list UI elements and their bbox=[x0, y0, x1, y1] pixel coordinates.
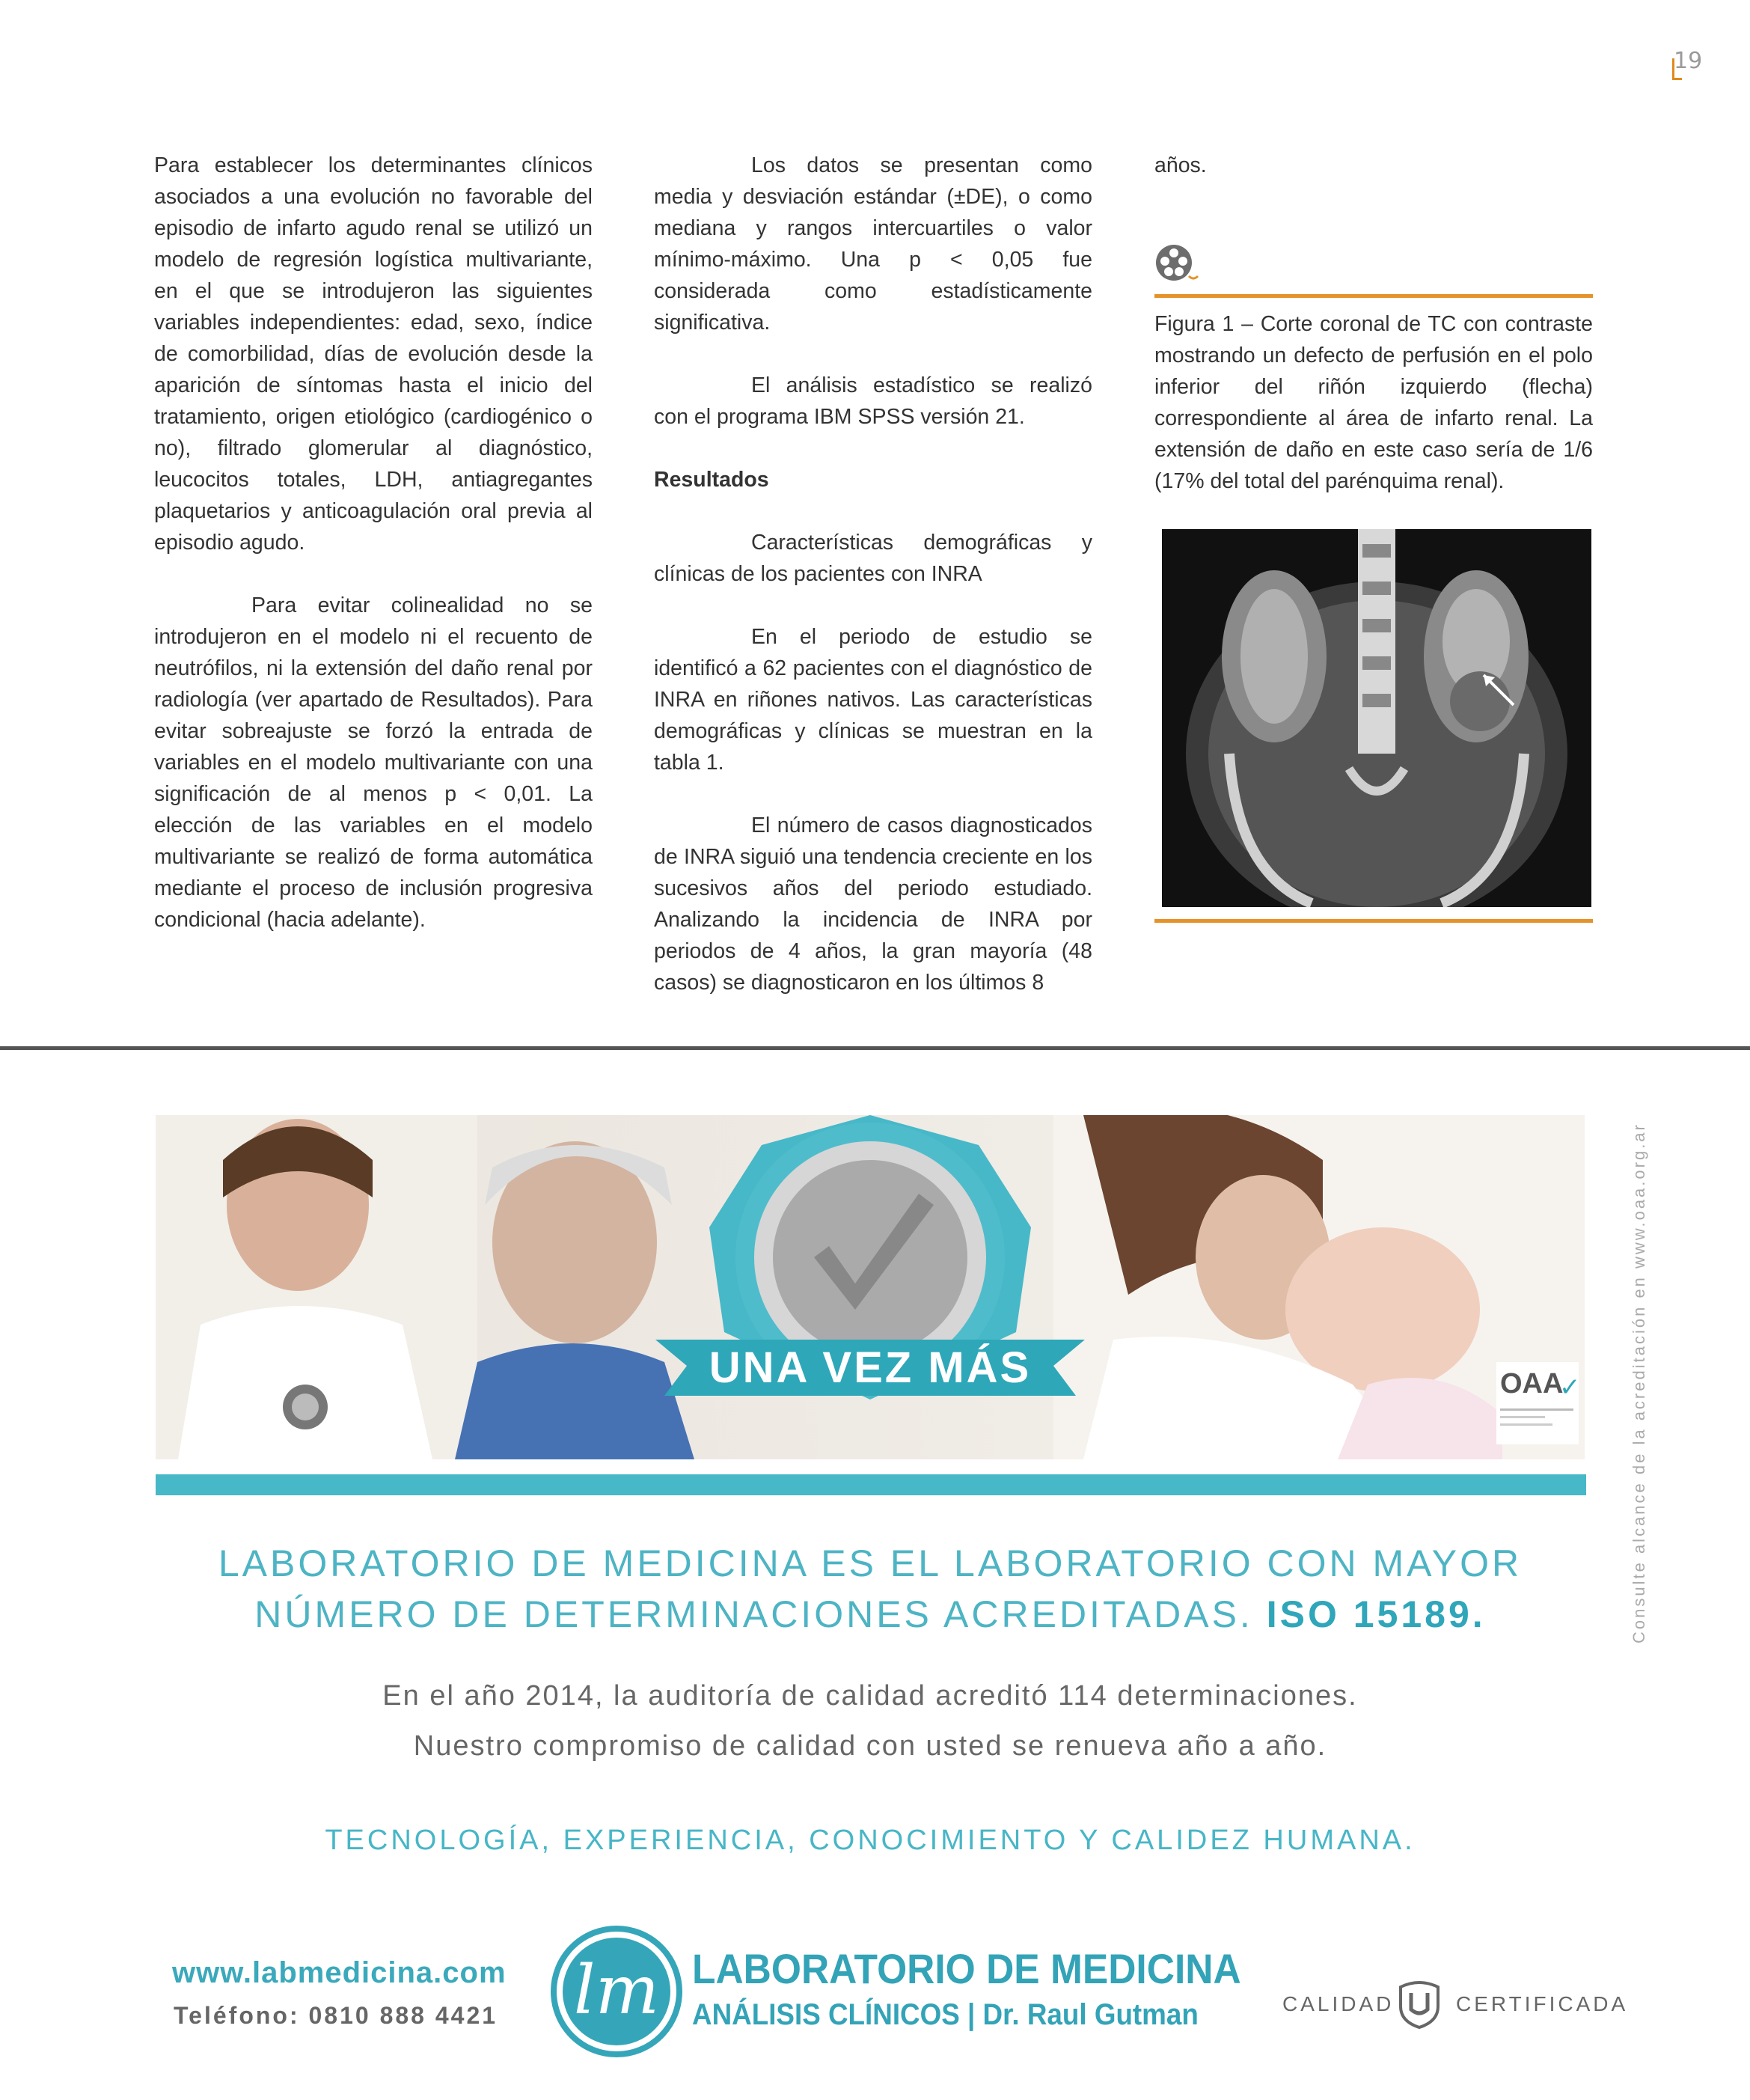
check-icon: ✓ bbox=[1559, 1373, 1581, 1402]
certificada-label: CERTIFICADA bbox=[1456, 1992, 1629, 2015]
lab-subtitle: ANÁLISIS CLÍNICOS | Dr. Raul Gutman bbox=[692, 1998, 1199, 2031]
film-reel-icon bbox=[1154, 243, 1199, 284]
paragraph: años. bbox=[1154, 153, 1207, 177]
text-column-3 bbox=[1154, 150, 1593, 213]
svg-text:lm: lm bbox=[573, 1951, 660, 2030]
ad-tagline: TECNOLOGÍA, EXPERIENCIA, CONOCIMIENTO Y CALIDEZ HUMANA. bbox=[325, 1825, 1416, 1856]
ct-scan-image bbox=[1162, 529, 1591, 907]
paragraph: Los datos se presentan como media y desviación estándar (±DE), o como mediana y rangos intercuartiles o valor mínimo-máximo. Una p < 0,05 fue considerada como estadísticamente significativa. bbox=[654, 153, 1092, 335]
oaa-label: OAA bbox=[1500, 1368, 1564, 1400]
page-number: 19 bbox=[1674, 48, 1703, 74]
accreditation-note: Consulte alcance de la acreditación en www.oaa.org.ar bbox=[1630, 1123, 1648, 1643]
headline-line-2: NÚMERO DE DETERMINACIONES ACREDITADAS. bbox=[254, 1593, 1253, 1635]
phone-number: Teléfono: 0810 888 4421 bbox=[174, 2002, 498, 2029]
lab-name: LABORATORIO DE MEDICINA bbox=[692, 1945, 1241, 1992]
ad-sub-line-2: Nuestro compromiso de calidad con usted se renueva año a año. bbox=[413, 1730, 1327, 1762]
paragraph: El análisis estadístico se realizó con el programa IBM SPSS versión 21. bbox=[654, 373, 1092, 429]
paragraph: En el periodo de estudio se identificó a 62 pacientes con el diagnóstico de INRA en riñones nativos. Las características demográficas y clínicas se muestran en la tabla 1. bbox=[654, 625, 1092, 775]
lm-logo-icon bbox=[550, 1925, 683, 2058]
paragraph: El número de casos diagnosticados de INRA siguió una tendencia creciente en los sucesivos años del periodo estudiado. Analizando la incidencia de INRA por periodos de 4 años, la gran mayoría (48 casos) se diagnosticaron en los últimos 8 bbox=[654, 814, 1092, 995]
figure-bottom-rule bbox=[1154, 919, 1593, 923]
website-link[interactable]: www.labmedicina.com bbox=[172, 1956, 507, 1989]
paragraph: Características demográficas y clínicas de los pacientes con INRA bbox=[654, 531, 1092, 586]
iso-standard: ISO 15189. bbox=[1266, 1593, 1486, 1635]
text-column-1 bbox=[154, 150, 593, 967]
calidad-label: CALIDAD bbox=[1282, 1992, 1395, 2015]
badge-text: UNA VEZ MÁS bbox=[709, 1343, 1032, 1392]
paragraph: Para establecer los determinantes clínicos asociados a una evolución no favorable del episodio de infarto agudo renal se utilizó un modelo de regresión logística multivariante, en el que se introdujeron las siguientes variables independientes: edad, sexo, índice de comorbilidad, días de evolución desde la aparición de síntomas hasta el inicio del tratamiento, origen etiológico (cardiogénico o no), filtrado glomerular al diagnóstico, leucocitos totales, LDH, antiagregantes plaquetarios y anticoagulación oral previa al episodio agudo. bbox=[154, 153, 593, 555]
ad-headline bbox=[156, 1538, 1585, 1640]
oaa-logo bbox=[1496, 1362, 1579, 1444]
ad-banner-image bbox=[156, 1115, 1585, 1459]
headline-line-1: LABORATORIO DE MEDICINA ES EL LABORATORIO CON MAYOR bbox=[218, 1542, 1523, 1584]
figure-caption: Figura 1 – Corte coronal de TC con contraste mostrando un defecto de perfusión en el polo inferior del riñón izquierdo (flecha) correspondiente al área de infarto renal. La extensión de daño en este caso sería de 1/6 (17% del total del parénquima renal). bbox=[1154, 312, 1593, 493]
figure-top-rule bbox=[1154, 294, 1593, 298]
section-heading: Resultados bbox=[654, 468, 769, 492]
ad-teal-bar bbox=[156, 1474, 1586, 1495]
text-column-2 bbox=[654, 150, 1092, 1030]
certification-seal-icon bbox=[1395, 1980, 1444, 2029]
paragraph: Para evitar colinealidad no se introdujeron en el modelo ni el recuento de neutrófilos, ni la extensión del daño renal por radiología (ver apartado de Resultados). Para evitar sobreajuste se forzó la entrada de variables en el modelo multivariante con una significación de al menos p < 0,01. La elección de las variables en el modelo multivariante se realizó de forma automática mediante el proceso de inclusión progresiva condicional (hacia adelante). bbox=[154, 593, 593, 932]
ad-sub-line-1: En el año 2014, la auditoría de calidad acreditó 114 determinaciones. bbox=[382, 1680, 1358, 1712]
